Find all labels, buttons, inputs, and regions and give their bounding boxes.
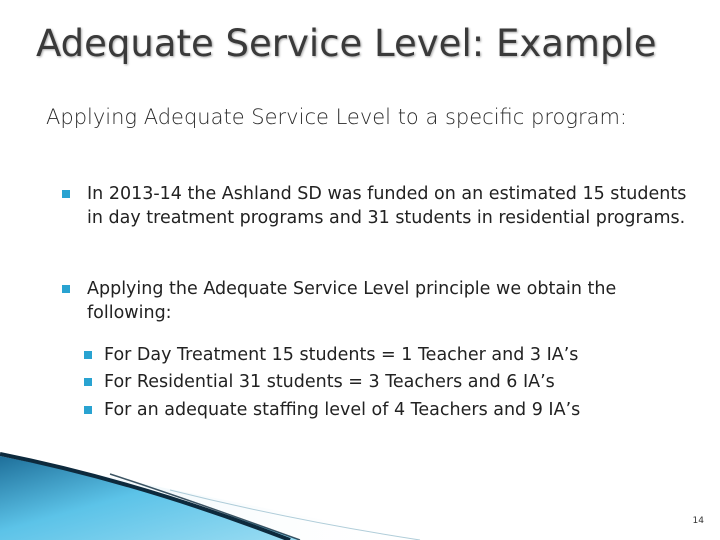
sub-bullet-text: For an adequate staffing level of 4 Teachers and 9 IA’s xyxy=(104,400,581,420)
slide-title: Adequate Service Level: Example xyxy=(36,22,657,65)
square-bullet-icon xyxy=(84,351,92,359)
square-bullet-icon xyxy=(84,378,92,386)
square-bullet-icon xyxy=(84,406,92,414)
sub-bullet-item xyxy=(84,397,684,424)
sub-bullet-text: For Day Treatment 15 students = 1 Teacher and 3 IA’s xyxy=(104,345,579,365)
sub-bullet-item xyxy=(84,369,684,396)
sub-bullet-text: For Residential 31 students = 3 Teachers and 6 IA’s xyxy=(104,372,555,392)
bullet-text: In 2013-14 the Ashland SD was funded on an estimated 15 students in day treatment programs and 31 students in residential programs. xyxy=(87,184,687,228)
square-bullet-icon xyxy=(62,190,70,198)
bullet-item xyxy=(62,277,692,325)
sub-bullet-item xyxy=(84,342,684,369)
slide-number: 14 xyxy=(692,516,704,526)
bullet-text: Applying the Adequate Service Level principle we obtain the following: xyxy=(87,279,617,323)
intro-text: Applying Adequate Service Level to a specific program: xyxy=(46,105,627,129)
square-bullet-icon xyxy=(62,285,70,293)
decorative-swoosh xyxy=(0,440,720,540)
bullet-item xyxy=(62,182,692,230)
